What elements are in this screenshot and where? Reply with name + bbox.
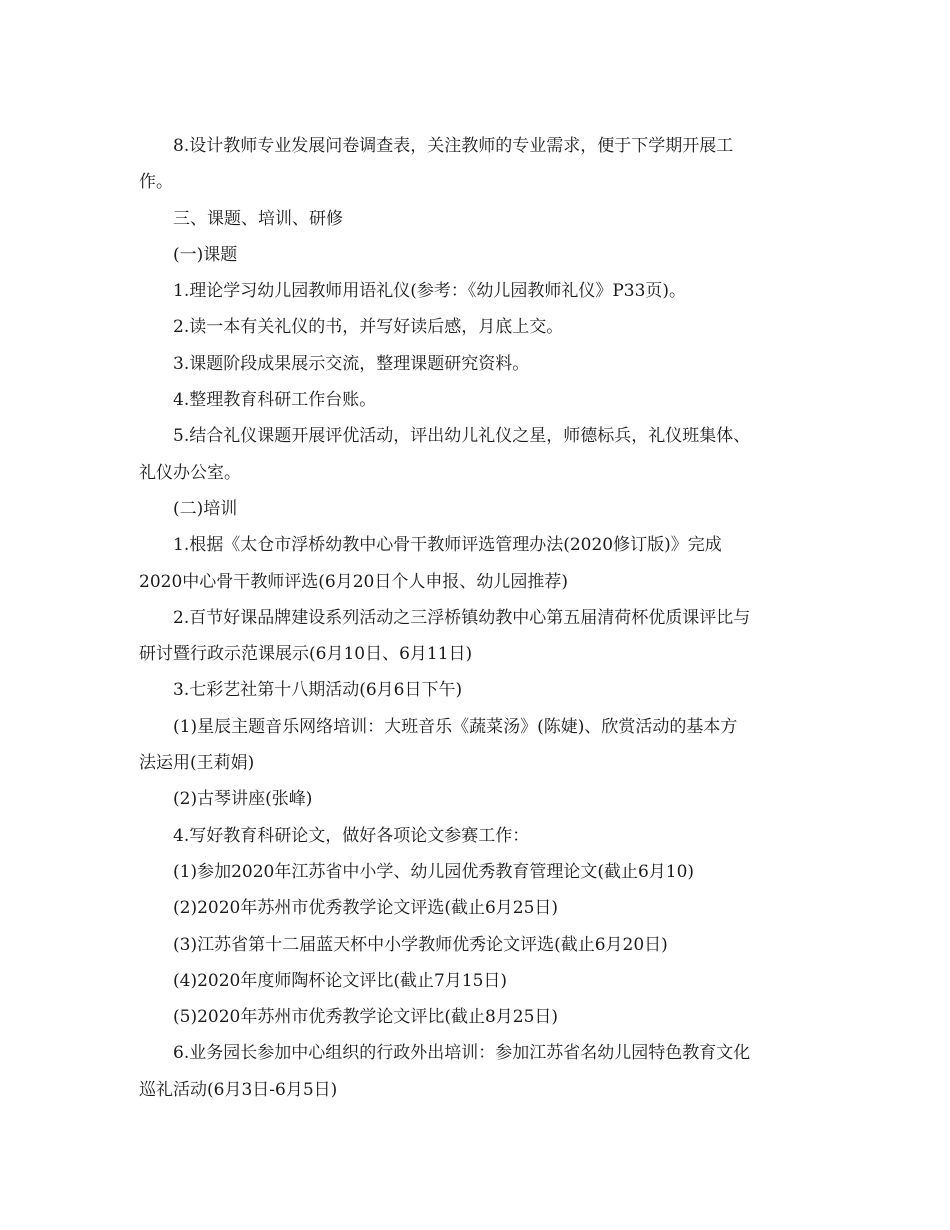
- text-line: 1.根据《太仓市浮桥幼教中心骨干教师评选管理办法(2020修订版)》完成: [173, 535, 722, 556]
- text-line: 3.七彩艺社第十八期活动(6月6日下午): [173, 680, 463, 701]
- section-heading: 三、课题、培训、研修: [173, 208, 343, 229]
- text-line: 研讨暨行政示范课展示(6月10日、6月11日): [139, 644, 473, 665]
- text-line: 3.课题阶段成果展示交流，整理课题研究资料。: [173, 353, 530, 374]
- text-line: 法运用(王莉娟): [139, 753, 255, 774]
- subsection-heading: (二)培训: [173, 498, 238, 519]
- text-line: 作。: [139, 172, 173, 193]
- text-line: 4.写好教育科研论文，做好各项论文参赛工作：: [173, 825, 530, 846]
- text-line: 巡礼活动(6月3日-6月5日): [139, 1079, 338, 1100]
- text-line: (1)星辰主题音乐网络培训：大班音乐《蔬菜汤》(陈婕)、欣赏活动的基本方: [173, 716, 738, 737]
- text-line: 5.结合礼仪课题开展评优活动，评出幼儿礼仪之星，师德标兵，礼仪班集体、: [173, 426, 751, 447]
- text-line: 4.整理教育科研工作台账。: [173, 390, 377, 411]
- text-line: 2.百节好课品牌建设系列活动之三浮桥镇幼教中心第五届清荷杯优质课评比与: [173, 607, 751, 628]
- text-line: 1.理论学习幼儿园教师用语礼仪(参考：《幼儿园教师礼仪》P33页)。: [173, 281, 687, 302]
- text-line: 礼仪办公室。: [139, 462, 241, 483]
- text-line: (1)参加2020年江苏省中小学、幼儿园优秀教育管理论文(截止6月10): [173, 861, 695, 882]
- text-line: 2.读一本有关礼仪的书，并写好读后感，月底上交。: [173, 317, 564, 338]
- text-line: (2)古琴讲座(张峰): [173, 789, 313, 810]
- text-line: 2020中心骨干教师评选(6月20日个人申报、幼儿园推荐): [139, 571, 568, 592]
- document-body: [139, 128, 819, 1108]
- text-line: 8.设计教师专业发展问卷调查表，关注教师的专业需求，便于下学期开展工: [173, 136, 734, 156]
- text-line: (5)2020年苏州市优秀教学论文评比(截止8月25日): [173, 1007, 559, 1028]
- subsection-heading: (一)课题: [173, 244, 238, 265]
- text-line: (3)江苏省第十二届蓝天杯中小学教师优秀论文评选(截止6月20日): [173, 934, 668, 955]
- text-line: 6.业务园长参加中心组织的行政外出培训：参加江苏省名幼儿园特色教育文化: [173, 1043, 751, 1064]
- text-line: (2)2020年苏州市优秀教学论文评选(截止6月25日): [173, 898, 559, 919]
- text-line: (4)2020年度师陶杯论文评比(截止7月15日): [173, 970, 508, 991]
